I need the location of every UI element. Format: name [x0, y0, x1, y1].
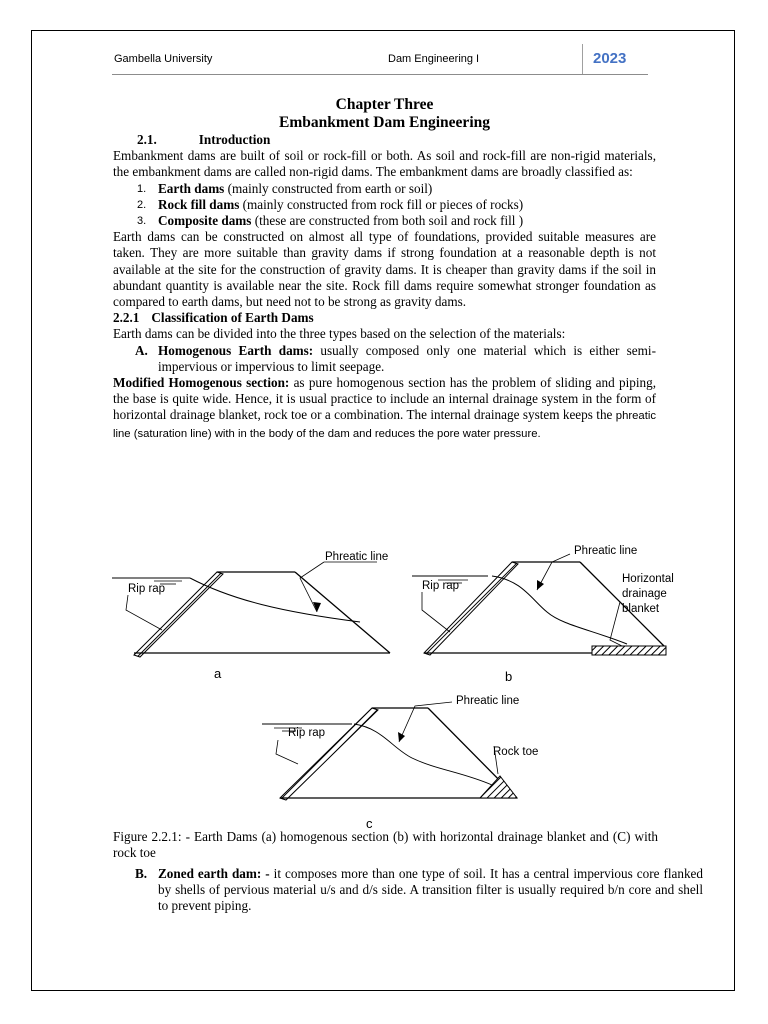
phreatic-label-c: Phreatic line: [456, 695, 520, 707]
diagram-a: [112, 551, 390, 681]
rock-toe-label: Rock toe: [493, 746, 539, 758]
zoned-item: B. Zoned earth dam: - it composes more than one type of soil. It has a central impervious core flanked by shells of pervious material u/s and d/s side. A transition filter is usually required b/n core and shell to prevent piping.: [135, 866, 703, 914]
document-body: [113, 96, 656, 442]
figure-caption: Figure 2.2.1: - Earth Dams (a) homogenous section (b) with horizontal drainage blanket and (C) with rock toe: [113, 829, 658, 861]
classification-heading: 2.2.1 Classification of Earth Dams: [113, 310, 314, 326]
intro-heading-text: Introduction: [198, 132, 271, 147]
blanket-label: blanket: [622, 603, 660, 615]
intro-paragraph: Embankment dams are built of soil or rock-fill or both. As soil and rock-fill are non-rigid materials, the embankment dams are called non-rigid dams. The embankment dams are broadly classified as:: [113, 148, 656, 180]
intro-number: 2.1.: [137, 132, 157, 147]
label-b: b: [505, 669, 513, 684]
header-year: 2023: [582, 44, 648, 74]
label-c: c: [366, 816, 373, 831]
list-item: 1. Earth dams (mainly constructed from earth or soil): [137, 180, 433, 196]
riprap-label-b: Rip rap: [422, 580, 460, 592]
header-course: Dam Engineering I: [388, 53, 480, 65]
classification-intro: Earth dams can be divided into the three types based on the selection of the materials:: [113, 326, 566, 342]
header-divider: [112, 74, 648, 75]
list-item: 2. Rock fill dams (mainly constructed from rock fill or pieces of rocks): [137, 196, 524, 212]
phreatic-label-a: Phreatic line: [325, 551, 389, 563]
horizontal-label: Horizontal: [622, 573, 674, 585]
dam-diagrams: [112, 540, 692, 840]
phreatic-label-b: Phreatic line: [574, 545, 638, 557]
diagram-b: [412, 545, 674, 684]
chapter-subtitle: Embankment Dam Engineering: [279, 114, 490, 131]
list-item: 3. Composite dams (these are constructed from both soil and rock fill ): [137, 213, 524, 229]
riprap-label-c: Rip rap: [288, 727, 326, 739]
dam-type-list: [113, 181, 656, 230]
label-a: a: [214, 666, 222, 681]
homogenous-item: A. Homogenous Earth dams: usually composed only one material which is either semi- impervious or impervious to limit seepage.: [135, 342, 656, 374]
header-university: Gambella University: [114, 53, 213, 65]
earth-dam-paragraph: Earth dams can be constructed on almost all type of foundations, provided suitable measures are taken. They are more suitable than gravity dams if strong foundation at a reasonable depth is not available at the site for the construction of gravity dams. It is cheaper than gravity dams if the soil in abundant quantity is available near the site. Rock fill dams require somewhat stronger foundation as compared to earth dams, but need not to be strong as gravity dams.: [113, 229, 656, 310]
drainage-label: drainage: [622, 588, 667, 600]
earth-dam-figure: [112, 540, 692, 840]
riprap-label-a: Rip rap: [128, 583, 166, 595]
diagram-c: [262, 695, 538, 831]
chapter-title: Chapter Three: [335, 96, 434, 113]
modified-homogenous-paragraph: Modified Homogenous section: as pure homogenous section has the problem of sliding and piping, the base is quite wide. Hence, it is usual practice to include an internal drainage system in the form of horizontal drainage blanket, rock toe or a combination. The internal drainage system keeps the phreatic line (saturation line) with in the body of the dam and reduces the pore water pressure.: [113, 375, 656, 440]
intro-heading: [113, 132, 656, 148]
page-header: [112, 44, 648, 76]
